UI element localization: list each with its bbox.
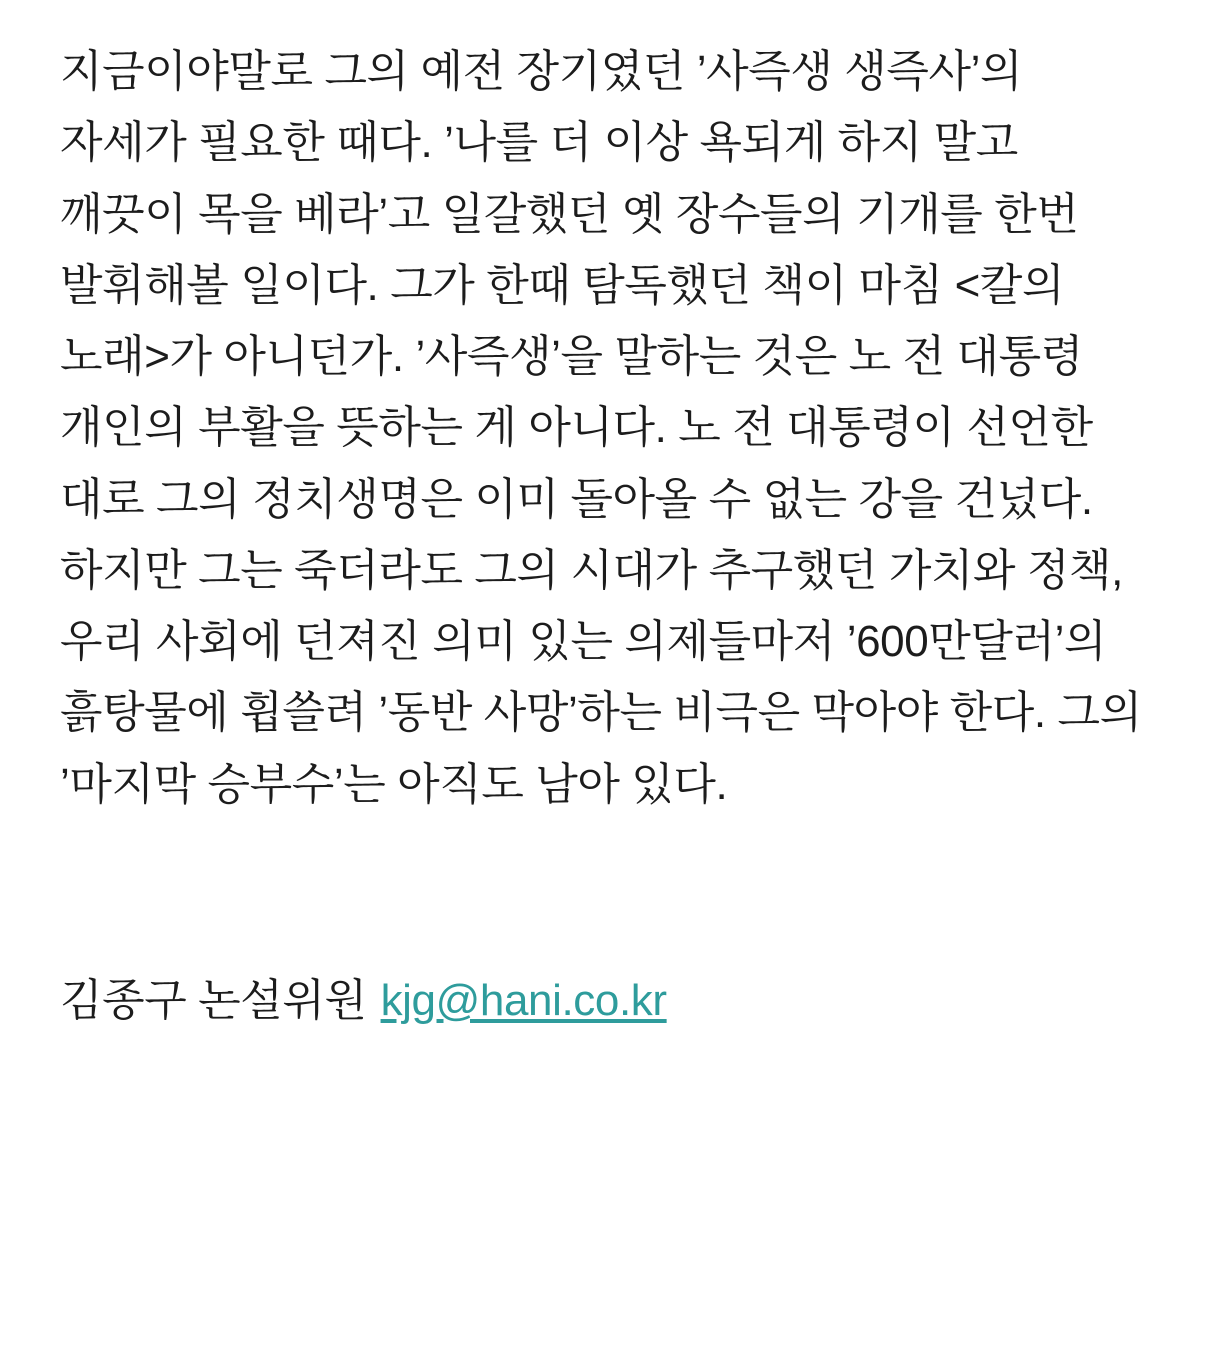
article-paragraph: 지금이야말로 그의 예전 장기였던 ’사즉생 생즉사’의 자세가 필요한 때다. ’나를 더 이상 욕되게 하지 말고 깨끗이 목을 베라’고 일갈했던 옛 장수들의 기개를 한번 발휘해볼 일이다. 그가 한때 탐독했던 책이 마침 <칼의 노래>가 아니던가. ’사즉생’을 말하는 것은 노 전 대통령 개인의 부활을 뜻하는 게 아니다. 노 전 대통령이 선언한 대로 그의 정치생명은 이미 돌아올 수 없는 강을 건넜다. 하지만 그는 죽더라도 그의 시대가 추구했던 가치와 정책, 우리 사회에 던져진 의미 있는 의제들마저 ’600만달러’의 흙탕물에 휩쓸려 ’동반 사망’하는 비극은 막아야 한다. 그의 ’마지막 승부수’는 아직도 남아 있다.	[60, 47, 1142, 809]
byline-author: 김종구 논설위원	[60, 975, 367, 1025]
byline-email-link[interactable]: kjg@hani.co.kr	[380, 975, 667, 1025]
byline	[60, 968, 1146, 1034]
